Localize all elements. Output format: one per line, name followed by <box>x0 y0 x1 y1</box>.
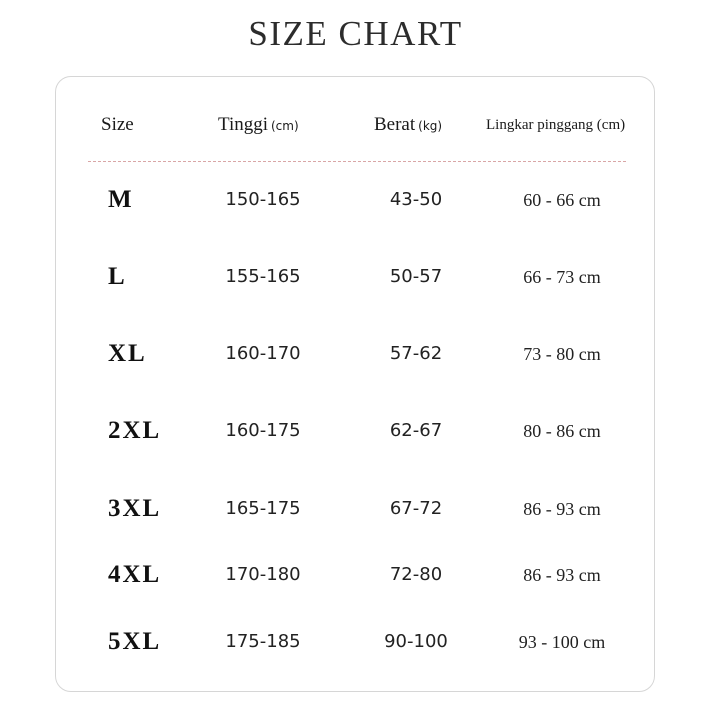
table-row <box>0 334 711 374</box>
height-cell: 175-185 <box>225 631 301 652</box>
size-cell: L <box>108 263 127 290</box>
size-cell: M <box>108 186 134 213</box>
header-divider <box>88 161 626 162</box>
table-row <box>0 180 711 220</box>
height-cell: 160-170 <box>225 343 301 364</box>
weight-cell: 67-72 <box>389 498 443 519</box>
size-cell: XL <box>108 340 147 367</box>
waist-cell: 80 - 86 cm <box>523 421 601 441</box>
header-height-label: Tinggi <box>218 114 268 135</box>
header-waist: Lingkar pinggang (cm) <box>486 117 626 133</box>
table-row <box>0 411 711 451</box>
header-weight <box>374 110 442 140</box>
height-cell: 170-180 <box>225 564 301 585</box>
page-title: SIZE CHART <box>248 14 463 53</box>
height-cell: 165-175 <box>225 498 301 519</box>
table-row <box>0 555 711 595</box>
header-weight-unit: (kg) <box>418 119 443 133</box>
height-cell: 155-165 <box>225 266 301 287</box>
size-cell: 3XL <box>108 495 162 522</box>
height-cell: 150-165 <box>225 189 301 210</box>
weight-cell: 72-80 <box>389 564 443 585</box>
weight-cell: 90-100 <box>384 631 448 652</box>
header-height <box>218 110 299 140</box>
weight-cell: 43-50 <box>389 189 443 210</box>
waist-cell: 86 - 93 cm <box>523 565 601 585</box>
height-cell: 160-175 <box>225 420 301 441</box>
waist-cell: 93 - 100 cm <box>518 632 606 652</box>
weight-cell: 57-62 <box>389 343 443 364</box>
waist-cell: 66 - 73 cm <box>523 267 601 287</box>
weight-cell: 50-57 <box>389 266 443 287</box>
size-table-card <box>55 76 655 692</box>
table-row <box>0 489 711 529</box>
size-cell: 2XL <box>108 417 162 444</box>
table-row <box>0 622 711 662</box>
waist-cell: 73 - 80 cm <box>523 344 601 364</box>
waist-cell: 86 - 93 cm <box>523 499 601 519</box>
size-cell: 4XL <box>108 561 162 588</box>
size-cell: 5XL <box>108 628 162 655</box>
weight-cell: 62-67 <box>389 420 443 441</box>
waist-cell: 60 - 66 cm <box>523 190 601 210</box>
header-size: Size <box>101 114 134 135</box>
header-weight-label: Berat <box>374 114 416 135</box>
header-height-unit: (cm) <box>271 119 299 133</box>
table-row <box>0 257 711 297</box>
